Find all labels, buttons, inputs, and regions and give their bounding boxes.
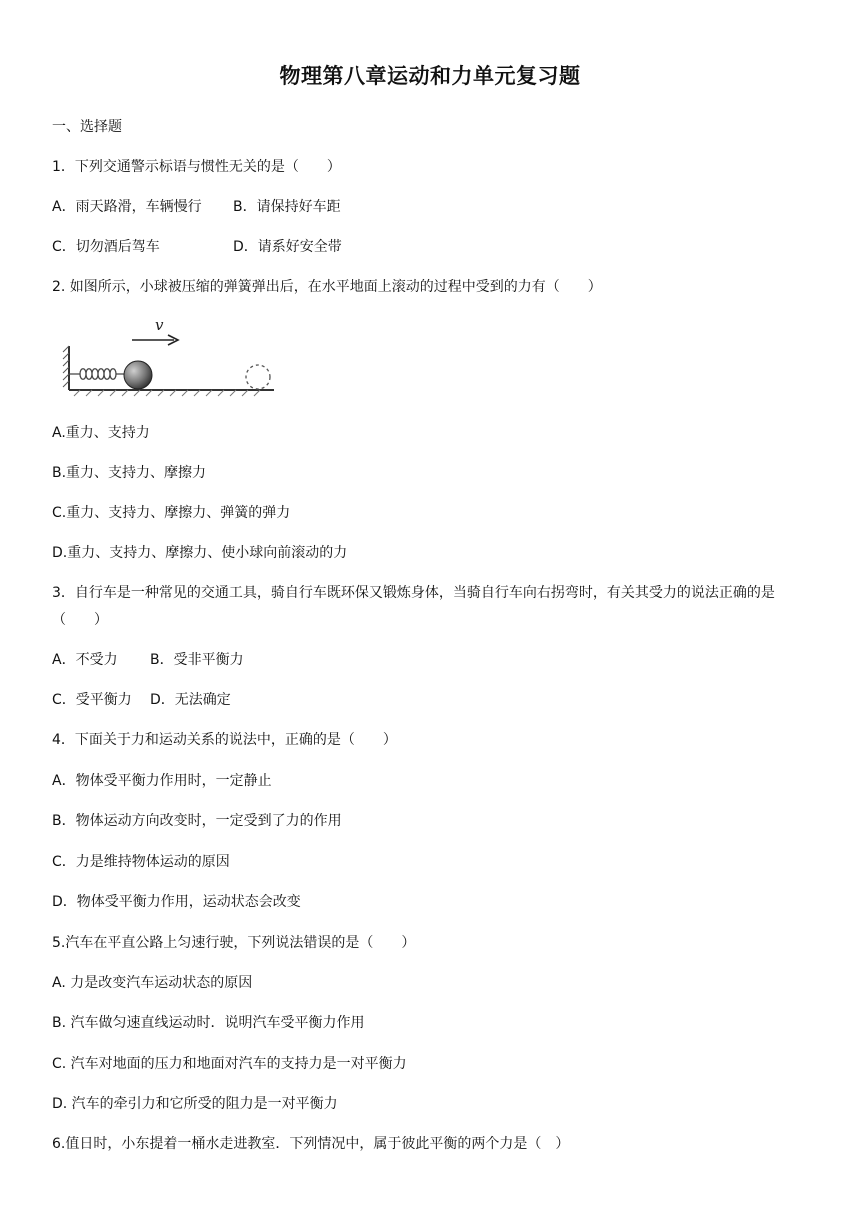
question-3-options-row-2 bbox=[52, 690, 231, 710]
document-title: 物理第八章运动和力单元复习题 bbox=[279, 64, 581, 88]
question-3-option-c: C．受平衡力 bbox=[52, 692, 132, 708]
ball-later-position bbox=[246, 365, 270, 389]
question-6-stem: 6.值日时，小东提着一桶水走进教室．下列情况中，属于彼此平衡的两个力是（ ） bbox=[52, 1136, 570, 1152]
compressed-spring bbox=[69, 369, 124, 380]
question-3-option-a: A．不受力 bbox=[52, 652, 118, 668]
section-heading: 一、选择题 bbox=[52, 119, 122, 135]
question-1-option-b: B．请保持好车距 bbox=[233, 199, 341, 215]
question-2-option-a: A.重力、支持力 bbox=[52, 425, 150, 441]
question-5-option-b: B. 汽车做匀速直线运动时．说明汽车受平衡力作用 bbox=[52, 1015, 365, 1031]
question-4-option-b: B．物体运动方向改变时，一定受到了力的作用 bbox=[52, 813, 342, 829]
question-3-stem: 3．自行车是一种常见的交通工具，骑自行车既环保又锻炼身体，当骑自行车向右拐弯时，有关其受力的说法正确的是（ ） bbox=[52, 585, 775, 628]
question-2-option-d: D.重力、支持力、摩擦力、使小球向前滚动的力 bbox=[52, 545, 348, 561]
question-5-option-d: D. 汽车的牵引力和它所受的阻力是一对平衡力 bbox=[52, 1096, 338, 1112]
question-2-option-b: B.重力、支持力、摩擦力 bbox=[52, 465, 207, 481]
question-5-option-c: C. 汽车对地面的压力和地面对汽车的支持力是一对平衡力 bbox=[52, 1056, 407, 1072]
question-1-options-row-2 bbox=[52, 237, 342, 257]
question-5-stem: 5.汽车在平直公路上匀速行驶，下列说法错误的是（ ） bbox=[52, 935, 416, 951]
question-1-option-d: D．请系好安全带 bbox=[233, 239, 342, 255]
question-4-option-a: A．物体受平衡力作用时，一定静止 bbox=[52, 773, 272, 789]
question-2-stem: 2. 如图所示，小球被压缩的弹簧弹出后，在水平地面上滚动的过程中受到的力有（ ） bbox=[52, 279, 602, 295]
question-3-option-b: B．受非平衡力 bbox=[150, 652, 244, 668]
question-5-option-a: A. 力是改变汽车运动状态的原因 bbox=[52, 975, 253, 991]
spring-ball-figure bbox=[62, 312, 282, 398]
question-1-options-row-1 bbox=[52, 197, 341, 217]
question-3-options-row-1 bbox=[52, 650, 244, 670]
question-4-option-c: C．力是维持物体运动的原因 bbox=[52, 854, 230, 870]
question-4-option-d: D．物体受平衡力作用，运动状态会改变 bbox=[52, 894, 301, 910]
question-1-option-a: A．雨天路滑，车辆慢行 bbox=[52, 199, 202, 215]
question-1-option-c: C．切勿酒后驾车 bbox=[52, 239, 160, 255]
question-3-option-d: D．无法确定 bbox=[150, 692, 231, 708]
question-1-stem: 1．下列交通警示标语与惯性无关的是（ ） bbox=[52, 159, 341, 175]
velocity-label: v bbox=[155, 316, 164, 334]
question-4-stem: 4．下面关于力和运动关系的说法中，正确的是（ ） bbox=[52, 732, 397, 748]
ball bbox=[124, 361, 152, 389]
question-2-option-c: C.重力、支持力、摩擦力、弹簧的弹力 bbox=[52, 505, 291, 521]
